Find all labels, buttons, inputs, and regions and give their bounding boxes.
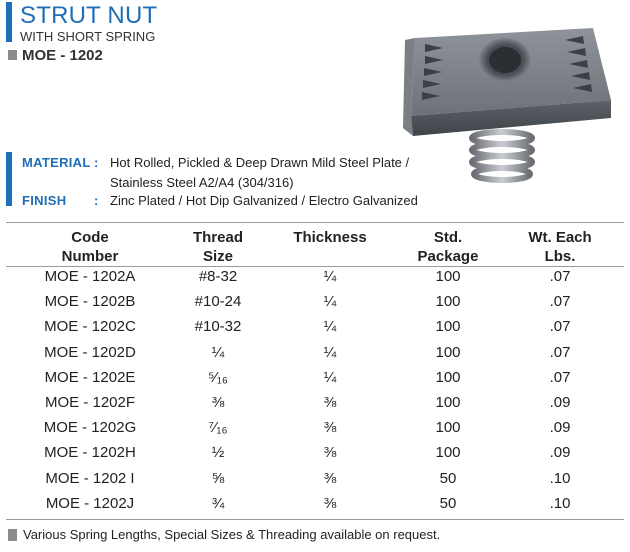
table-cell-package: 100 <box>435 268 461 285</box>
table-cell-code: MOE - 1202 I <box>45 469 135 487</box>
square-bullet-icon <box>8 529 17 541</box>
table-cell-thread: ¾ <box>211 494 225 512</box>
table-cell-package: 100 <box>435 368 461 386</box>
model-row <box>8 47 103 63</box>
table-cell-weight: .07 <box>549 268 571 285</box>
col-header-code-line2: Number <box>61 248 119 265</box>
col-header-thread-line1: Thread <box>192 229 243 246</box>
table-cell-package: 100 <box>435 419 461 437</box>
table-cell-code: MOE - 1202H <box>44 444 136 462</box>
page-subtitle: WITH SHORT SPRING <box>20 29 156 44</box>
table-cell-thread: ⁷⁄₁₆ <box>208 419 228 437</box>
table-cell-code: MOE - 1202A <box>44 268 136 285</box>
footnote-text: Various Spring Lengths, Special Sizes & Threading available on request. <box>23 527 441 542</box>
col-header-package-line1: Std. <box>433 229 463 246</box>
table-cell-thickness: ¼ <box>323 268 337 285</box>
table-cell-weight: .10 <box>549 494 571 512</box>
table-cell-package: 100 <box>435 318 461 336</box>
col-header-code <box>30 228 150 266</box>
col-header-thickness-line1: Thickness <box>293 229 367 246</box>
table-header-rule <box>6 266 624 267</box>
table-cell-thickness: ⅜ <box>323 419 337 437</box>
page-title: STRUT NUT <box>20 2 158 29</box>
table-cell-code: MOE - 1202C <box>44 318 136 336</box>
table-top-rule <box>6 222 624 223</box>
table-cell-thickness: ¼ <box>323 318 337 336</box>
col-header-thread-line2: Size <box>202 248 233 265</box>
strut-nut-product-image <box>385 0 625 200</box>
table-cell-weight: .07 <box>549 343 571 361</box>
col-header-thickness <box>280 228 380 247</box>
table-cell-code: MOE - 1202E <box>44 368 136 386</box>
col-header-package <box>398 228 498 266</box>
table-cell-thickness: ⅜ <box>323 494 337 512</box>
title-accent-bar <box>6 2 12 42</box>
table-cell-thread: #8-32 <box>198 268 238 285</box>
table-cell-thread: ⅜ <box>211 394 225 411</box>
table-cell-thread: ¼ <box>211 343 225 361</box>
table-cell-thread: ⁵⁄₁₆ <box>208 368 228 386</box>
table-cell-code: MOE - 1202F <box>44 394 136 411</box>
footnote <box>8 527 440 542</box>
table-cell-thickness: ¼ <box>323 343 337 361</box>
col-header-code-line1: Code <box>71 229 109 246</box>
table-bottom-rule <box>6 519 624 520</box>
table-cell-code: MOE - 1202G <box>43 419 137 437</box>
spec-material-value-line2: Stainless Steel A2/A4 (304/316) <box>110 175 294 190</box>
model-number: MOE - 1202 <box>22 46 103 64</box>
col-header-weight <box>510 228 610 266</box>
table-cell-weight: .09 <box>549 394 571 411</box>
col-header-weight-line2: Lbs. <box>544 248 576 265</box>
table-cell-package: 100 <box>435 444 461 462</box>
table-cell-thread: ⅝ <box>211 469 225 487</box>
specs-accent-bar <box>6 152 12 206</box>
table-cell-thickness: ⅜ <box>323 444 337 462</box>
table-cell-package: 100 <box>435 293 461 311</box>
col-header-weight-line1: Wt. Each <box>528 229 592 246</box>
spec-finish-colon: : <box>94 193 99 208</box>
table-cell-code: MOE - 1202D <box>44 343 136 361</box>
spec-material-value: Hot Rolled, Pickled & Deep Drawn Mild Steel Plate / <box>110 155 410 170</box>
table-cell-weight: .07 <box>549 318 571 336</box>
table-cell-package: 100 <box>435 394 461 411</box>
table-cell-thread: ½ <box>211 444 225 462</box>
table-cell-weight: .07 <box>549 293 571 311</box>
table-cell-thickness: ⅜ <box>323 469 337 487</box>
table-cell-package: 100 <box>435 343 461 361</box>
table-cell-thickness: ¼ <box>323 368 337 386</box>
table-cell-thickness: ⅜ <box>323 394 337 411</box>
table-cell-code: MOE - 1202J <box>45 494 135 512</box>
square-bullet-icon <box>8 50 17 60</box>
table-cell-weight: .09 <box>549 444 571 462</box>
spec-finish-value: Zinc Plated / Hot Dip Galvanized / Electro Galvanized <box>110 193 418 208</box>
table-cell-weight: .10 <box>549 469 571 487</box>
col-header-thread <box>168 228 268 266</box>
table-cell-thread: #10-24 <box>194 293 242 311</box>
spec-finish <box>22 193 418 208</box>
table-cell-weight: .09 <box>549 419 571 437</box>
table-cell-thread: #10-32 <box>194 318 242 336</box>
table-cell-package: 50 <box>439 494 457 512</box>
table-cell-thickness: ¼ <box>323 293 337 311</box>
spec-finish-label: FINISH <box>22 193 67 208</box>
spec-material-colon: : <box>94 155 99 170</box>
spec-material-label: MATERIAL <box>22 155 91 170</box>
col-header-package-line2: Package <box>417 248 479 265</box>
spec-material <box>22 155 409 170</box>
table-cell-package: 50 <box>439 469 457 487</box>
table-cell-weight: .07 <box>549 368 571 386</box>
table-cell-code: MOE - 1202B <box>44 293 136 311</box>
